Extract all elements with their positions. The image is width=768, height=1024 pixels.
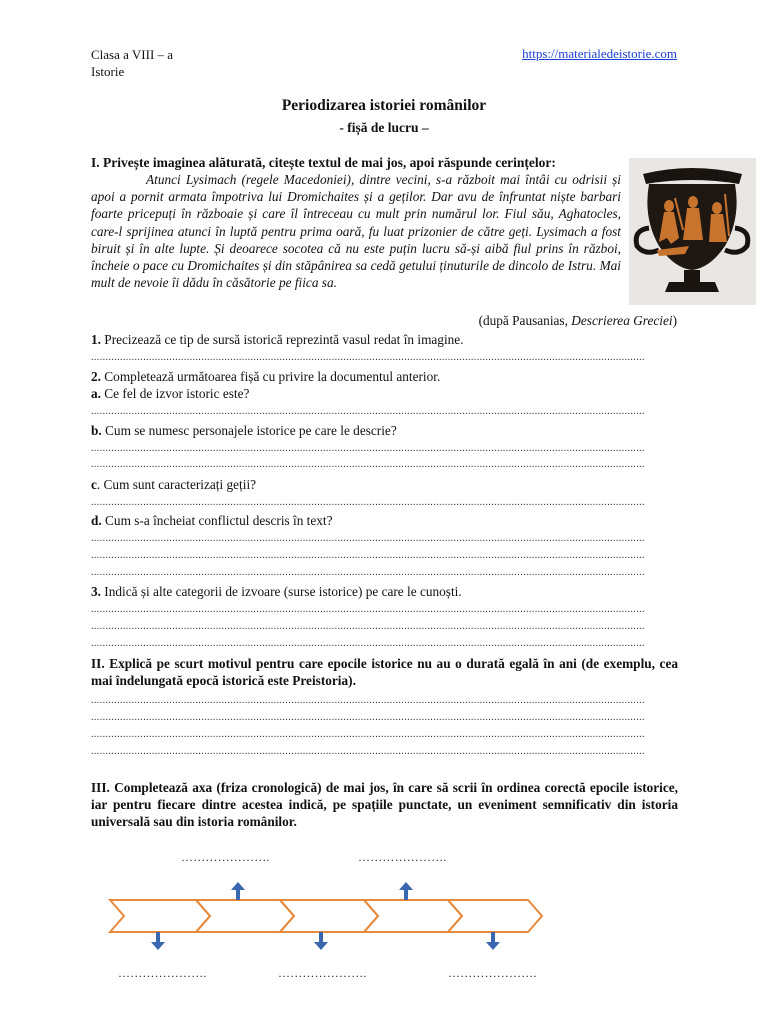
question-2a bbox=[91, 385, 678, 402]
question-2a-text: Ce fel de izvor istoric este? bbox=[100, 386, 250, 401]
attribution-work: Descrierea Greciei bbox=[571, 313, 673, 328]
question-3 bbox=[91, 583, 678, 600]
arrow-up-icon bbox=[399, 882, 413, 900]
source-quote: Atunci Lysimach (regele Macedoniei), dintre vecini, s-a războit mai întâi cu odrisii și apoi a pornit armata împotriva lui Dromichaites și a geților. Dar avu de înfruntat niște barbari foarte pricepuți în războaie și care îl întreceau cu mult prin numărul lor. Fiul său, Aghatocles, care-l sprijinea atunci în luptă pentru prima oară, fu luat prizonier de către geți. Lysimach a fost biruit și în alte lupte. Și deoarece socotea că nu este puțin lucru să-și aibă fiul prins în război, încheie o pace cu Dromichaites și din stăpânirea sa cedă getului ținuturile de dincolo de Istru. Mai mult de nevoie îi dădu în căsătorie pe fiica sa. bbox=[91, 172, 621, 291]
timeline-slot-top-2[interactable]: …………………. bbox=[358, 850, 447, 864]
answer-line[interactable]: ............................................................................................................................................................................................... bbox=[91, 497, 645, 508]
arrow-down-icon bbox=[151, 932, 165, 950]
question-2c-number: c bbox=[91, 477, 97, 492]
question-2b-number: b. bbox=[91, 423, 102, 438]
answer-line[interactable]: ............................................................................................................................................................................................... bbox=[91, 695, 645, 706]
answer-line[interactable]: ............................................................................................................................................................................................... bbox=[91, 604, 645, 615]
question-2c-text: . Cum sunt caracterizați geții? bbox=[96, 477, 257, 492]
question-3-text: Indică și alte categorii de izvoare (surse istorice) pe care le cunoști. bbox=[100, 584, 462, 599]
question-1 bbox=[91, 331, 678, 348]
greek-vase-image bbox=[629, 158, 756, 305]
question-1-text: Precizează ce tip de sursă istorică reprezintă vasul redat în imagine. bbox=[100, 332, 464, 347]
attribution-prefix: (după Pausanias, bbox=[478, 313, 572, 328]
page-subtitle: - fișă de lucru – bbox=[339, 120, 429, 135]
question-1-number: 1. bbox=[91, 332, 101, 347]
question-2d-number: d. bbox=[91, 513, 102, 528]
timeline-slot-top-1[interactable]: …………………. bbox=[181, 850, 270, 864]
section-1-heading: I. Privește imaginea alăturată, citește textul de mai jos, apoi răspunde cerințelor: bbox=[91, 155, 556, 170]
arrow-down-icon bbox=[314, 932, 328, 950]
question-3-number: 3. bbox=[91, 584, 101, 599]
answer-line[interactable]: ............................................................................................................................................................................................... bbox=[91, 533, 645, 544]
answer-line[interactable]: ............................................................................................................................................................................................... bbox=[91, 746, 645, 757]
question-2-number: 2. bbox=[91, 369, 101, 384]
timeline-slot-bottom-3[interactable]: …………………. bbox=[448, 966, 537, 980]
answer-line[interactable]: ............................................................................................................................................................................................... bbox=[91, 567, 645, 578]
timeline-chevron-4 bbox=[364, 900, 462, 932]
answer-line[interactable]: ............................................................................................................................................................................................... bbox=[91, 712, 645, 723]
answer-line[interactable]: ............................................................................................................................................................................................... bbox=[91, 406, 645, 417]
answer-line[interactable]: ............................................................................................................................................................................................... bbox=[91, 459, 645, 470]
arrow-down-icon bbox=[486, 932, 500, 950]
answer-line[interactable]: ............................................................................................................................................................................................... bbox=[91, 550, 645, 561]
answer-line[interactable]: ............................................................................................................................................................................................... bbox=[91, 729, 645, 740]
answer-line[interactable]: ............................................................................................................................................................................................... bbox=[91, 621, 645, 632]
answer-line[interactable]: ............................................................................................................................................................................................... bbox=[91, 352, 645, 363]
section-2-task: II. Explică pe scurt motivul pentru care epocile istorice nu au o durată egală în ani (de exemplu, cea mai îndelungată epocă istorică este Preistoria). bbox=[91, 656, 678, 688]
source-attribution bbox=[479, 313, 677, 329]
timeline-chevron-2 bbox=[196, 900, 294, 932]
question-2 bbox=[91, 368, 678, 385]
answer-line[interactable]: ............................................................................................................................................................................................... bbox=[91, 638, 645, 649]
timeline-chevron-5 bbox=[448, 900, 542, 932]
header-subject: Istorie bbox=[91, 64, 125, 79]
header-class-label bbox=[91, 46, 173, 80]
answer-line[interactable]: ............................................................................................................................................................................................... bbox=[91, 443, 645, 454]
timeline-slot-bottom-1[interactable]: …………………. bbox=[118, 966, 207, 980]
timeline-chevron-1 bbox=[110, 900, 210, 932]
question-2d-text: Cum s-a încheiat conflictul descris în text? bbox=[101, 513, 333, 528]
question-2-text: Completează următoarea fișă cu privire la documentul anterior. bbox=[100, 369, 441, 384]
timeline-slot-bottom-2[interactable]: …………………. bbox=[278, 966, 367, 980]
header-class: Clasa a VIII – a bbox=[91, 47, 174, 62]
question-2b bbox=[91, 422, 678, 439]
question-2d bbox=[91, 512, 678, 529]
question-2a-number: a. bbox=[91, 386, 101, 401]
attribution-suffix: ) bbox=[672, 313, 677, 328]
question-2c bbox=[91, 476, 678, 493]
chronological-timeline bbox=[100, 876, 550, 956]
arrow-up-icon bbox=[231, 882, 245, 900]
section-3-task: III. Completează axa (friza cronologică) de mai jos, în care să scrii în ordinea corectă epocile istorice, iar pentru fiecare dintre acestea indică, pe spațiile punctate, un eveniment semnificativ din istoria universală sau din istoria românilor. bbox=[91, 780, 678, 829]
timeline-chevron-3 bbox=[280, 900, 378, 932]
page-title: Periodizarea istoriei românilor bbox=[281, 97, 487, 114]
question-2b-text: Cum se numesc personajele istorice pe care le descrie? bbox=[101, 423, 397, 438]
header-link[interactable]: https://materialedeistorie.com bbox=[522, 46, 677, 61]
